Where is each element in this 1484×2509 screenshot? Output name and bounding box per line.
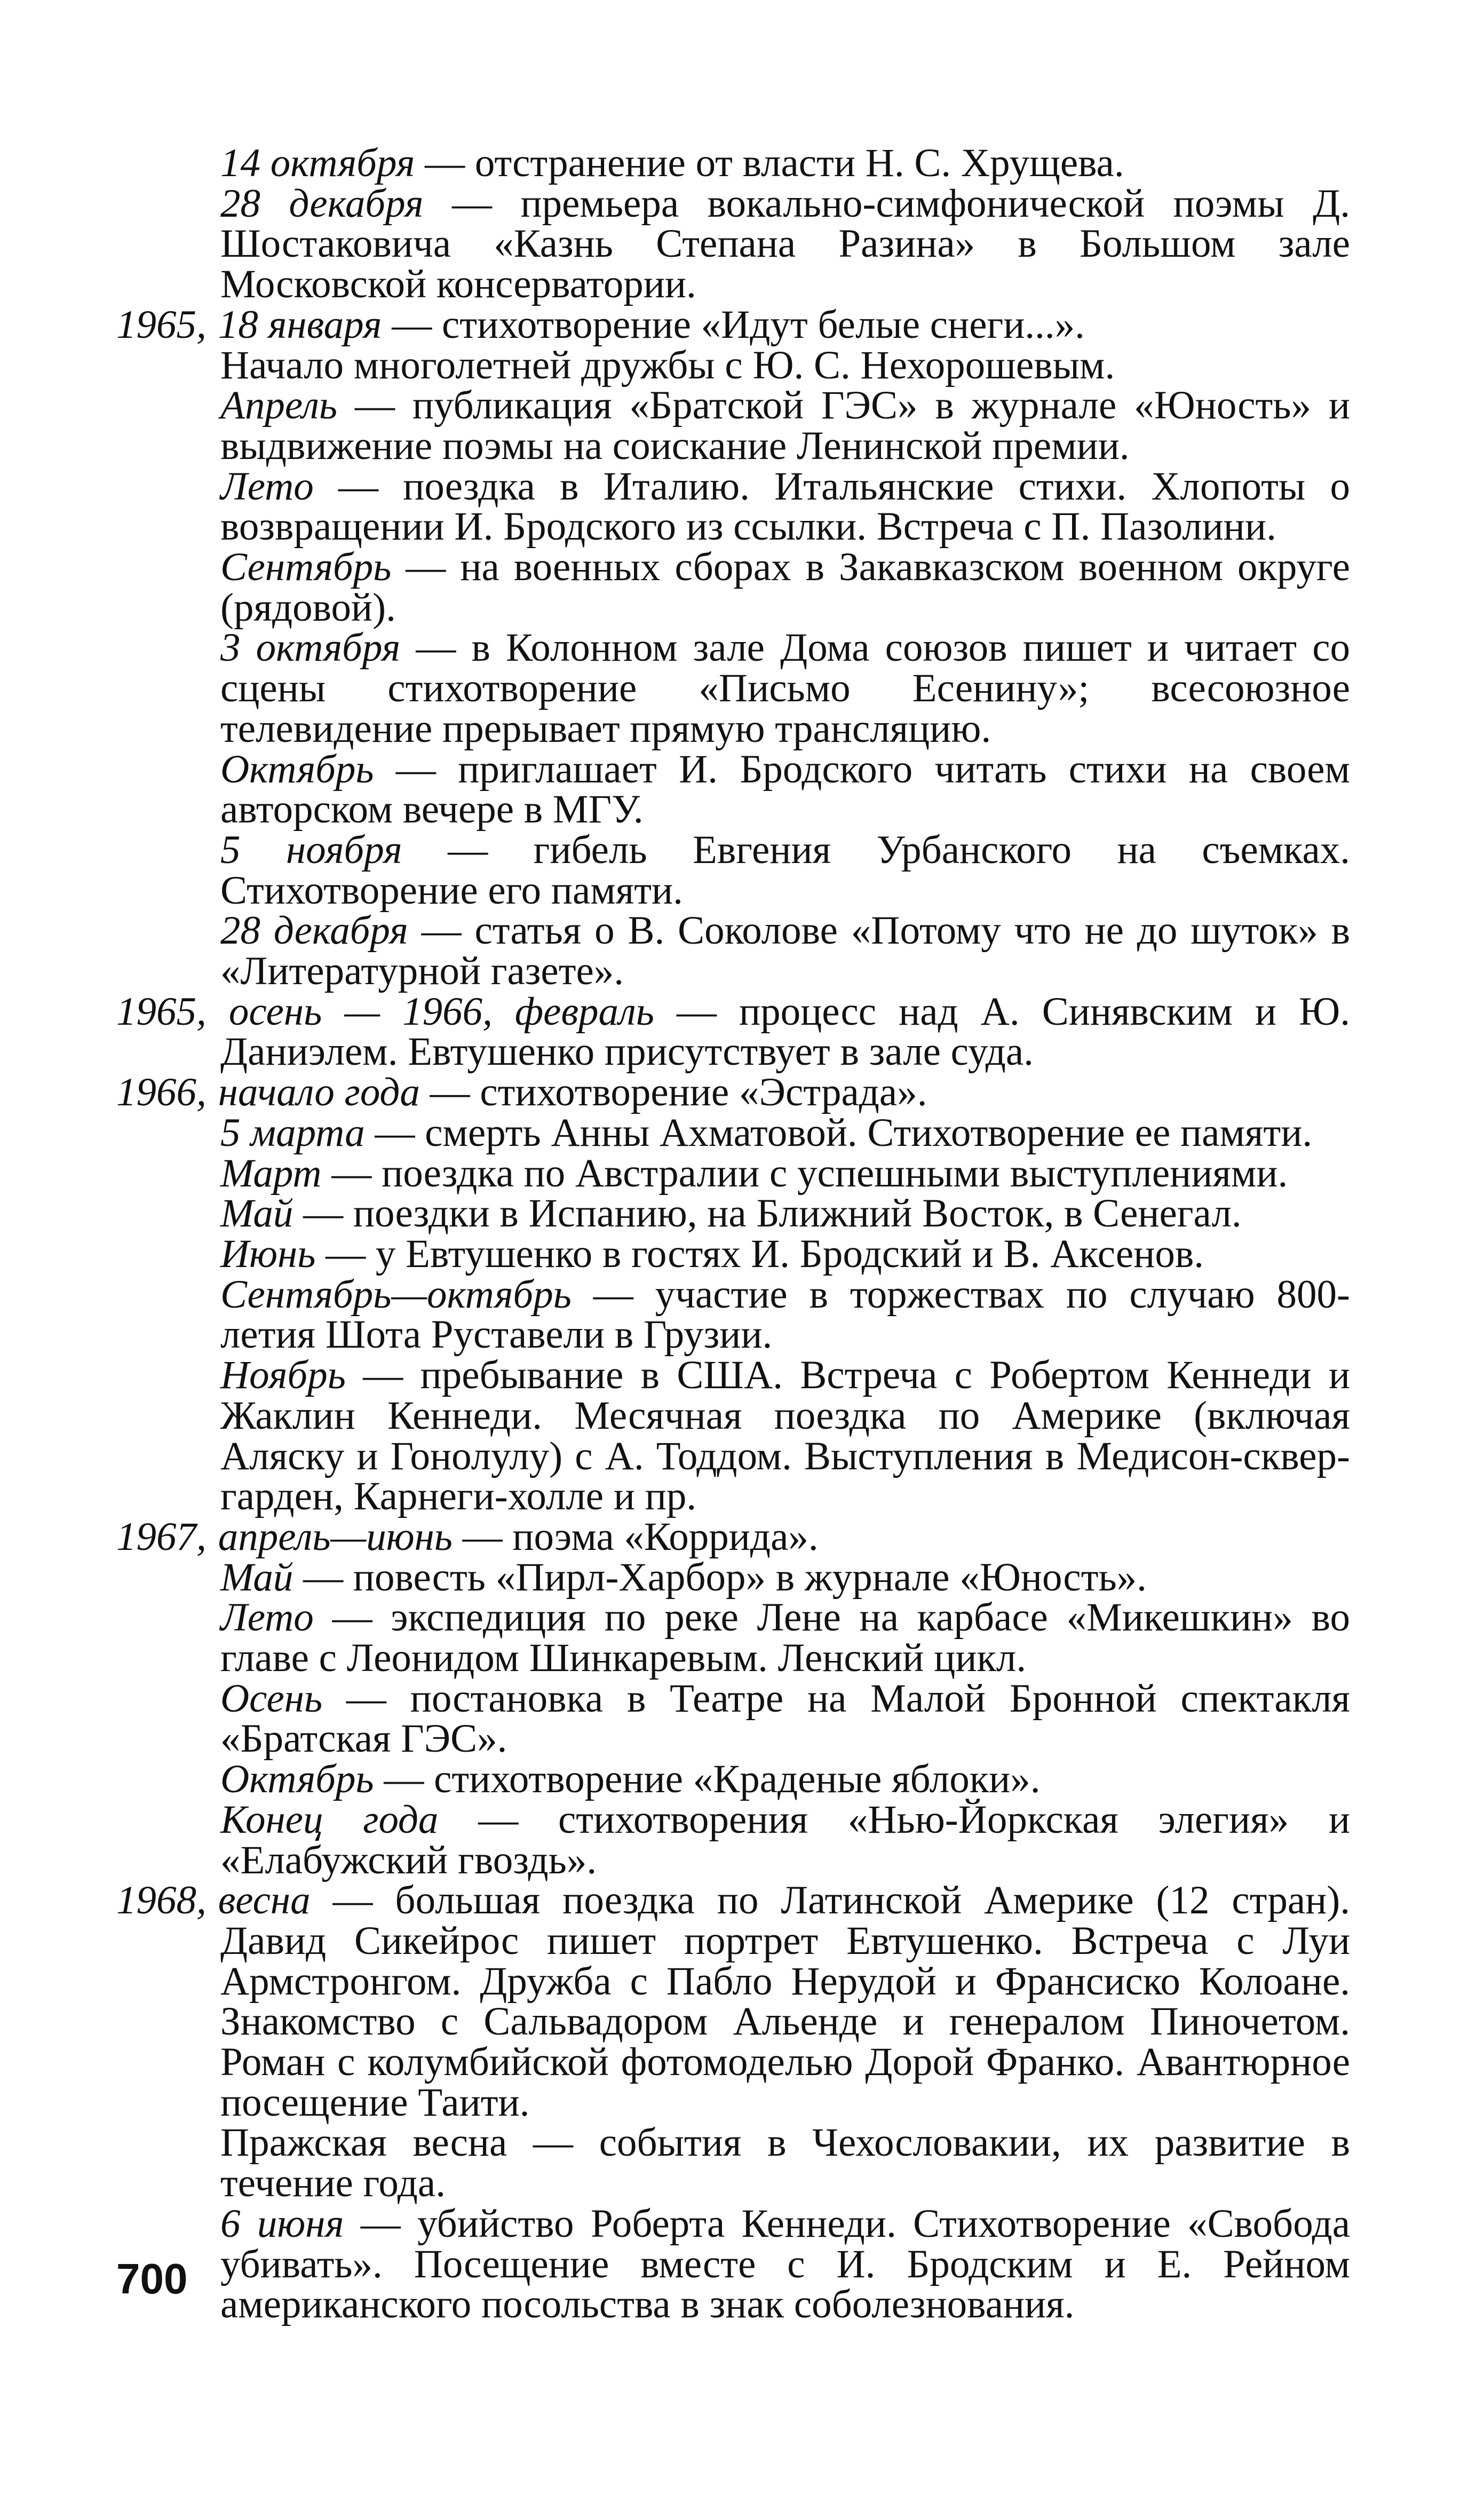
entry-date: 5 ноября: [220, 827, 402, 872]
entry-date: 18 января: [218, 302, 382, 347]
entry-year: 1967,: [116, 1514, 207, 1559]
entry-year: 1968,: [116, 1878, 207, 1923]
entry-date: 5 марта: [220, 1110, 365, 1155]
chronology-entry: [116, 345, 1350, 386]
entry-text: — стихотворения «Нью-Йоркская элегия» и «Елабужский гвоздь».: [220, 1797, 1350, 1882]
chronology-entry: [116, 547, 1350, 628]
entry-year: 1965,: [116, 302, 207, 347]
entry-text: — поездка в Италию. Итальянские стихи. Хлопоты о возвращении И. Бродского из ссылки. Встреча с П. Пазолини.: [220, 464, 1350, 549]
entry-text: — повесть «Пирл-Харбор» в журнале «Юность».: [293, 1555, 1147, 1600]
chronology-entry: [116, 466, 1350, 547]
entry-date: Конец года: [220, 1797, 439, 1842]
entry-text: — гибель Евгения Урбанского на съемках. Стихотворение его памяти.: [220, 827, 1350, 913]
entry-date: 14 октября: [220, 141, 415, 185]
chronology-entry: [116, 385, 1350, 466]
chronology-entry: [116, 1797, 1350, 1882]
chronology-entry: [116, 1355, 1350, 1517]
chronology-entry: [116, 1880, 1350, 2123]
entry-text: — экспедиция по реке Лене на карбасе «Микешкин» во главе с Леонидом Шинкаревым. Ленский цикл.: [220, 1595, 1350, 1681]
entry-text: — стихотворение «Эстрада».: [419, 1070, 927, 1115]
entry-date: начало года: [218, 1070, 420, 1115]
chronology-entry: [116, 989, 1350, 1074]
entry-year: 1966,: [116, 1070, 207, 1115]
entry-text: — в Колонном зале Дома союзов пишет и читает со сцены стихотворение «Письмо Есенину»; всесоюзное телевидение прерывает прямую трансляцию.: [220, 626, 1350, 751]
entry-text: — публикация «Братской ГЭС» в журнале «Юность» и выдвижение поэмы на соискание Ленинской премии.: [220, 383, 1350, 468]
chronology-entry: [116, 1557, 1350, 1598]
entry-date: Сентябрь—октябрь: [220, 1272, 572, 1317]
chronology-entry: [116, 749, 1350, 830]
entry-text: — статья о В. Соколове «Потому что не до шуток» в «Литературной газете».: [220, 908, 1350, 994]
entry-date: апрель—июнь: [218, 1514, 453, 1559]
entry-text: — у Евтушенко в гостях И. Бродский и В. Аксенов.: [315, 1231, 1204, 1276]
entry-date: Октябрь: [220, 1757, 374, 1802]
entry-text: — поездка по Австралии с успешными выступлениями.: [321, 1151, 1288, 1196]
entry-text: — смерть Анны Ахматовой. Стихотворение ее памяти.: [364, 1110, 1313, 1155]
entry-date: Октябрь: [220, 747, 374, 792]
entry-date: Лето: [220, 464, 314, 509]
chronology-entry: [116, 1759, 1350, 1800]
entry-date: Май: [220, 1555, 293, 1600]
entry-date: Сентябрь: [220, 545, 392, 590]
entry-date: Апрель: [220, 383, 338, 428]
entry-date: 3 октября: [220, 626, 401, 670]
entry-date: 6 июня: [220, 2201, 344, 2246]
entry-text: — отстранение от власти Н. С. Хрущева.: [415, 141, 1124, 185]
chronology-entry: [116, 1153, 1350, 1194]
entry-text: — пребывание в США. Встреча с Робертом Кеннеди и Жаклин Кеннеди. Месячная поездка по Америке (включая Аляску и Гонолулу) с А. Тоддом. Выступления в Медисон-сквер-гарден, Карнеги-холле и пр.: [220, 1353, 1350, 1519]
entry-text: Начало многолетней дружбы с Ю. С. Нехорошевым.: [220, 343, 1115, 387]
entry-text: — процесс над А. Синявским и Ю. Даниэлем. Евтушенко присутствует в зале суда.: [220, 989, 1350, 1074]
chronology-entry: [116, 1193, 1350, 1234]
chronology-entry: [116, 908, 1350, 994]
chronology-entry: [116, 628, 1350, 749]
chronology-entry: [116, 1514, 1350, 1559]
entry-date: Осень: [220, 1676, 323, 1721]
entry-text: — поэма «Коррида».: [452, 1514, 819, 1559]
entry-date: Май: [220, 1191, 293, 1236]
chronology-entry: [116, 1072, 1350, 1113]
entry-date: Лето: [220, 1595, 314, 1640]
chronology-text: [116, 143, 1350, 2325]
chronology-entry: [116, 2201, 1351, 2327]
entry-date: 28 декабря: [220, 181, 424, 226]
entry-text: — премьера вокально-симфонической поэмы Д. Шостаковича «Казнь Степана Разина» в Большом зале Московской консерватории.: [220, 181, 1351, 307]
entry-date: 28 декабря: [220, 908, 408, 953]
chronology-entry: [116, 1110, 1350, 1155]
entry-text: — поездки в Испанию, на Ближний Восток, в Сенегал.: [293, 1191, 1242, 1236]
entry-text: — участие в торжествах по случаю 800-летия Шота Руставели в Грузии.: [220, 1272, 1350, 1357]
chronology-entry: [116, 1231, 1350, 1276]
entry-text: — большая поездка по Латинской Америке (12 стран). Давид Сикейрос пишет портрет Евтушенко. Встреча с Луи Армстронгом. Дружба с Пабло Нерудой и Франсиско Колоане. Знакомство с Сальвадором Альенде и генералом Пиночетом. Роман с колумбийской фотомоделью Дорой Франко. Авантюрное посещение Таити.: [220, 1878, 1350, 2125]
entry-text: — стихотворение «Идут белые снеги...».: [382, 302, 1085, 347]
chronology-entry: [116, 302, 1350, 347]
entry-date: Ноябрь: [220, 1353, 346, 1398]
entry-text: Пражская весна — события в Чехословакии, их развитие в течение года.: [220, 2120, 1350, 2206]
entry-date: 1965, осень — 1966, февраль: [116, 989, 654, 1034]
entry-date: Июнь: [220, 1231, 316, 1276]
chronology-entry: [116, 1595, 1350, 1681]
entry-text: — постановка в Театре на Малой Бронной спектакля «Братская ГЭС».: [220, 1676, 1350, 1761]
chronology-entry: [116, 1676, 1350, 1761]
chronology-entry: [116, 143, 1350, 184]
chronology-entry: [116, 827, 1350, 913]
chronology-entry: [116, 181, 1351, 307]
entry-text: — убийство Роберта Кеннеди. Стихотворение «Свобода убивать». Посещение вместе с И. Бродским и Е. Рейном американского посольства в знак соболезнования.: [220, 2201, 1351, 2327]
entry-date: весна: [218, 1878, 311, 1923]
entry-text: — приглашает И. Бродского читать стихи на своем авторском вечере в МГУ.: [220, 747, 1350, 832]
entry-text: — стихотворение «Краденые яблоки».: [374, 1757, 1041, 1802]
chronology-entry: [116, 2120, 1350, 2206]
entry-text: — на военных сборах в Закавказском военном округе (рядовой).: [220, 545, 1350, 630]
entry-date: Март: [220, 1151, 322, 1196]
chronology-entry: [116, 1272, 1350, 1357]
page-number: 700: [116, 2255, 188, 2302]
